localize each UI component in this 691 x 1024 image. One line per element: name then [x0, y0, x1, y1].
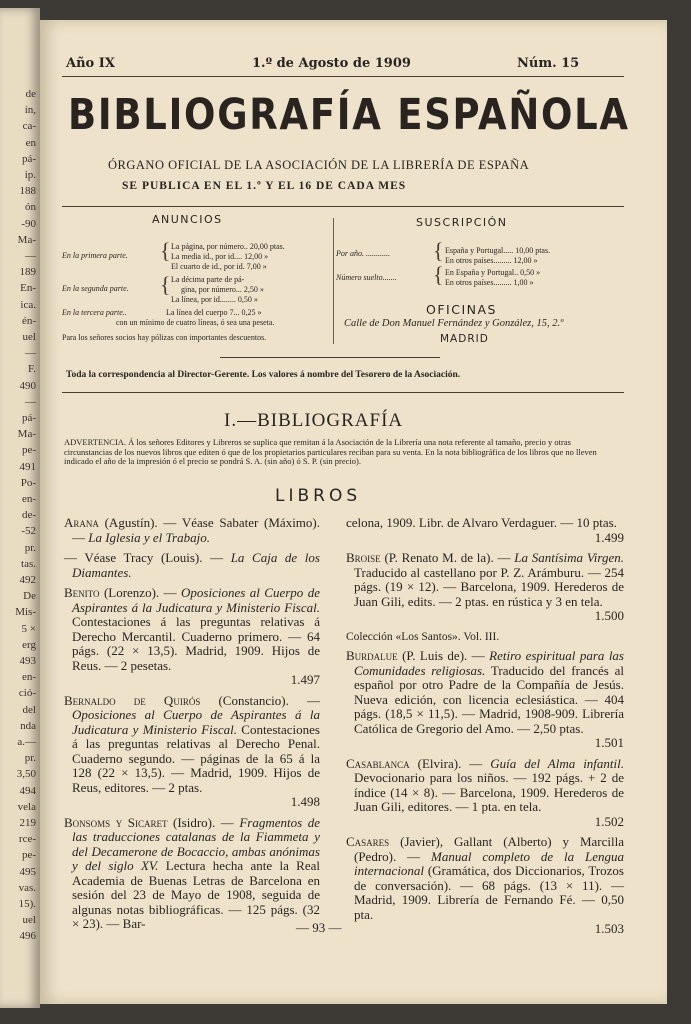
- prev-page-fragment: ín,: [24, 104, 36, 117]
- entry-title: Retiro espiritual para las Comunidades religiosas.: [354, 648, 624, 678]
- entry-rest: (Agustín). — Véase Sabater (Máximo). —: [72, 515, 320, 545]
- advertencia-note: ADVERTENCIA. Á los señores Editores y Libreros se suplica que remitan á la Asociación de la Librería una nota referente al tamaño, precio y otras circunstancias de los nuevos libros que editen ó que de los propietarios particulares reciban para su venta. En la nota bibliográfica de los libros que no lleven indicado el año de la impresión ó el precio se pondrá S. A. (sin año) ó S. P. (sin precio).: [64, 437, 597, 466]
- entry-author: Casablanca: [346, 755, 410, 771]
- prev-page-fragment: —: [25, 347, 36, 360]
- rate-line: La página, por número.. 20,00 ptas.: [171, 242, 285, 251]
- bibliography-entry: [346, 516, 624, 545]
- entry-number: 1.499: [594, 529, 624, 545]
- prev-page-fragment: 494: [19, 784, 36, 797]
- publication-schedule: SE PUBLICA EN EL 1.º Y EL 16 DE CADA MES: [122, 180, 407, 192]
- entry-author: Broise: [346, 550, 381, 565]
- entry-title: La Santísima Virgen.: [514, 550, 625, 565]
- prev-page-fragment: pr.: [24, 541, 36, 554]
- bibliography-entry: [64, 551, 320, 580]
- brace: {: [160, 238, 171, 263]
- entry-rest: (P. Renato M. de la). —: [380, 550, 515, 565]
- entry-number: 1.501: [594, 735, 624, 750]
- bibliography-entry: [346, 551, 624, 624]
- oficinas-title: OFICINAS: [426, 302, 497, 317]
- anuncios-part-3-rates: [116, 308, 275, 328]
- rate-line: El cuarto de id., por id. 7,00 »: [171, 262, 267, 271]
- bibliography-entry: [346, 649, 624, 751]
- entry-tail: Traducido del francés al español por otro Padre de la Compañía de Jesús. Nueva edición, con licencia eclesiástica. — 404 págs. (18,5 × 11,5). — Madrid, 1908-909. Librería Católica de Gregorio del Amo. — 2,50 ptas.: [354, 662, 624, 736]
- prev-page-fragment: Ma-: [17, 233, 36, 246]
- masthead-subtitle: ÓRGANO OFICIAL DE LA ASOCIACIÓN DE LA LIBRERÍA DE ESPAÑA: [108, 158, 530, 172]
- entry-tail: Contestaciones á las preguntas relativas al Derecho Penal. Cuaderno segundo. — páginas de la 65 á la 128 (22 × 13,5). — Madrid, 1909. Hijos de Reus, editores. — 2 ptas.: [72, 721, 320, 795]
- header-rule-bottom: [62, 206, 624, 207]
- suscripcion-single-label: Número suelto.......: [336, 273, 397, 282]
- entry-author: Burdalue: [346, 648, 398, 663]
- prev-page-fragment: pr.: [24, 752, 36, 765]
- prev-page-fragment: -90: [21, 217, 36, 230]
- prev-page-fragment: 3,50: [16, 768, 36, 781]
- rate-line: La línea, por id........ 0,50 »: [171, 295, 258, 304]
- bibliography-entry: [64, 816, 320, 932]
- prev-page-fragment: De: [23, 590, 36, 603]
- journal-page: [40, 20, 667, 1004]
- entry-title: Guía del Alma infantil.: [490, 755, 624, 771]
- prev-page-fragment: —: [25, 395, 36, 408]
- prev-page-fragment: 496: [19, 930, 36, 943]
- prev-page-fragment: Ma-: [17, 428, 36, 441]
- prev-page-fragment: tas.: [21, 557, 36, 570]
- prev-page-fragment: -52: [21, 525, 36, 538]
- volume-year: Año IX: [66, 56, 115, 71]
- prev-page-fragment: pe-: [21, 849, 36, 862]
- entry-tail: Traducido al castellano por P. Z. Arámburu. — 254 págs. (19 × 12). — Barcelona, 1909. Herederos de Juan Gili, edits. — 2 ptas. en rústica y 3 en tela.: [354, 564, 624, 609]
- rate-line: En otros países......... 12,00 »: [445, 256, 538, 265]
- anuncios-part-2-label: En la segunda parte.: [62, 284, 129, 293]
- left-column: [64, 516, 320, 938]
- prev-page-fragment: ip.: [24, 169, 36, 181]
- bibliography-entry: [346, 835, 624, 937]
- anuncios-part-1-label: En la primera parte.: [62, 251, 128, 260]
- entry-title: La Iglesia y el Trabajo.: [88, 529, 210, 545]
- prev-page-fragment: 189: [19, 266, 36, 279]
- rate-line: La línea del cuerpo 7... 0,25 »: [166, 308, 262, 317]
- entry-tail: Devocionario para los niños. — 192 págs. + 2 de índice (14 × 8). — Barcelona, 1909. Herederos de Juan Gili, editores. — 1 pta. en tela.: [354, 770, 624, 814]
- prev-page-fragment: 491: [19, 460, 36, 473]
- prev-page-fragment: erg: [22, 638, 36, 651]
- entry-number: 1.500: [594, 608, 624, 623]
- header-rule-top: [62, 76, 624, 77]
- prev-page-fragment: —: [25, 250, 36, 262]
- oficinas-address: Calle de Don Manuel Fernández y González, 15, 2.º: [344, 318, 564, 329]
- prev-page-fragment: 219: [19, 817, 36, 829]
- entry-tail: (Gramática, dos Diccionarios, Trozos de conversación). — 68 págs. (13 × 11). — Madrid, 1909. Librería de Fernando Fé. — 0,50 pta.: [354, 863, 624, 922]
- bibliography-entry: [64, 516, 320, 545]
- prev-page-fragment: uel: [22, 914, 36, 927]
- rate-line: La media id., por id.... 12,00 »: [171, 252, 269, 261]
- prev-page-fragment: 15).: [18, 898, 36, 910]
- brace: {: [433, 238, 444, 263]
- entry-author: Casares: [346, 834, 390, 849]
- prev-page-fragment: Po-: [20, 476, 36, 489]
- prev-page-fragment: en-: [21, 671, 36, 684]
- entry-title: Oposiciones al Cuerpo de Aspirantes á la Judicatura y Ministerio Fiscal.: [72, 585, 320, 615]
- suscripcion-single-rates: [445, 268, 540, 288]
- prev-page-fragment: 5 ×: [21, 622, 36, 635]
- issue-date: 1.º de Agosto de 1909: [252, 56, 411, 71]
- libros-heading: LIBROS: [275, 486, 362, 506]
- entry-title: La Caja de los Diamantes.: [72, 550, 320, 580]
- prev-page-fragment: F.: [28, 363, 36, 376]
- prev-page-fragment: uel: [22, 331, 36, 343]
- prev-page-fragment: ón: [25, 201, 36, 214]
- rate-line: En otros países......... 1,00 »: [445, 278, 534, 287]
- entry-rest: celona, 1909. Libr. de Alvaro Verdaguer. — 10 ptas.: [346, 515, 617, 530]
- masthead-title: BIBLIOGRAFÍA ESPAÑOLA: [68, 90, 630, 140]
- prev-page-fragment: Mis-: [15, 606, 36, 619]
- entry-author: Arana: [64, 515, 99, 530]
- suscripcion-year-label: Por año. ............: [336, 249, 390, 258]
- entry-rest: — Véase Tracy (Louis). —: [64, 550, 231, 565]
- rate-line: La décima parte de pá-: [171, 275, 245, 284]
- entry-title: Manual completo de la Lengua internacional: [354, 848, 624, 878]
- anuncios-part-2-rates: [171, 275, 264, 305]
- brace: {: [433, 262, 444, 287]
- previous-page-edge: [0, 8, 40, 1008]
- entry-title: Oposiciones al Cuerpo de Aspirantes á la Judicatura y Ministerio Fiscal.: [72, 707, 320, 737]
- entry-author: Bernaldo de Quirós: [64, 692, 201, 708]
- rate-line: gina, por número... 2,50 »: [181, 285, 264, 294]
- entry-tail: Lectura hecha ante la Real Academia de Buenas Letras de Barcelona en sesión del 23 de Mayo de 1908, seguida de algunas notas bibliográficas. — 125 págs. (32 × 23). — Bar-: [72, 858, 320, 931]
- section-rule: [62, 392, 624, 393]
- prev-page-fragment: de: [25, 88, 36, 100]
- bibliography-entry: [64, 694, 320, 810]
- collection-note: Colección «Los Santos». Vol. III.: [346, 630, 500, 643]
- prev-page-fragment: vas.: [18, 881, 36, 894]
- prev-page-fragment: a.—: [17, 736, 36, 748]
- correspondence-note: Toda la correspondencia al Director-Gerente. Los valores á nombre del Tesorero de la Asociación.: [66, 370, 461, 380]
- page-number: — 93 —: [296, 920, 342, 935]
- section-title: I.—BIBLIOGRAFÍA: [224, 410, 404, 431]
- entry-author: Benito: [64, 585, 100, 600]
- prev-page-fragment: 492: [19, 574, 36, 586]
- prev-page-fragment: vela: [17, 800, 36, 813]
- prev-page-fragment: én-: [21, 314, 36, 327]
- prev-page-fragment: nda: [20, 719, 36, 732]
- prev-page-fragment: ca-: [22, 120, 36, 133]
- brace: {: [160, 272, 171, 297]
- bibliography-entry: [346, 757, 624, 830]
- prev-page-fragment: ica.: [20, 298, 36, 311]
- prev-page-fragment: pe-: [21, 444, 36, 457]
- suscripcion-year-rates: [445, 246, 550, 266]
- prev-page-fragment: ció-: [18, 687, 36, 700]
- entry-number: 1.503: [594, 921, 624, 936]
- anuncios-note: Para los señores socios hay pólizas con importantes descuentos.: [62, 333, 267, 342]
- rate-line: En España y Portugal.. 0,50 »: [445, 268, 541, 277]
- prev-page-fragment: 495: [19, 865, 36, 878]
- rate-line: España y Portugal..... 10,00 ptas.: [445, 246, 551, 255]
- box-divider: [333, 218, 334, 344]
- prev-page-fragment: rce-: [18, 833, 36, 846]
- prev-page-fragment: En-: [20, 282, 36, 295]
- entry-rest: (P. Luis de). —: [397, 648, 490, 663]
- entry-number: 1.497: [290, 672, 320, 687]
- prev-page-fragment: 493: [19, 655, 36, 667]
- entry-rest: (Constancio). —: [200, 692, 320, 708]
- short-rule: [220, 357, 440, 358]
- rate-line: con un mínimo de cuatro líneas, ó sea una peseta.: [116, 318, 275, 327]
- entry-number: 1.502: [594, 813, 624, 829]
- entry-tail: Contestaciones á las preguntas relativas á Derecho Mercantil. Cuaderno primero. — 64 págs. (22 × 13,5). Madrid, 1909. Hijos de Reus. — 2 pesetas.: [72, 614, 320, 673]
- prev-page-fragment: pá-: [21, 152, 36, 165]
- oficinas-city: MADRID: [440, 333, 489, 345]
- bibliography-entry: [64, 586, 320, 688]
- entry-rest: (Isidro). —: [167, 814, 240, 830]
- prev-page-fragment: en-: [21, 493, 36, 505]
- right-column: [346, 516, 624, 943]
- entry-rest: (Lorenzo). —: [99, 585, 182, 600]
- entry-rest: (Elvira). —: [409, 755, 491, 771]
- suscripcion-title: SUSCRIPCIÓN: [416, 216, 508, 229]
- entry-rest: (Javier), Gallant (Alberto) y Marcilla (Pedro). —: [354, 834, 624, 864]
- anuncios-part-3-label: En la tercera parte..: [62, 308, 127, 317]
- issue-number: Núm. 15: [517, 56, 580, 71]
- entry-number: 1.498: [290, 794, 320, 809]
- prev-page-fragment: 188: [19, 185, 36, 198]
- anuncios-title: ANUNCIOS: [152, 213, 223, 226]
- prev-page-fragment: pá-: [21, 412, 36, 424]
- anuncios-part-1-rates: [171, 242, 285, 272]
- prev-page-fragment: de-: [21, 509, 36, 522]
- prev-page-fragment: 490: [19, 379, 36, 392]
- entry-author: Bonsoms y Sicaret: [64, 814, 168, 830]
- prev-page-fragment: en: [25, 136, 36, 149]
- prev-page-fragment: del: [22, 703, 36, 716]
- entry-title: Fragmentos de las traducciones catalanas de la Fiammeta y del Decamerone de Bocaccio, ambas anónimas y del siglo XV.: [72, 814, 320, 873]
